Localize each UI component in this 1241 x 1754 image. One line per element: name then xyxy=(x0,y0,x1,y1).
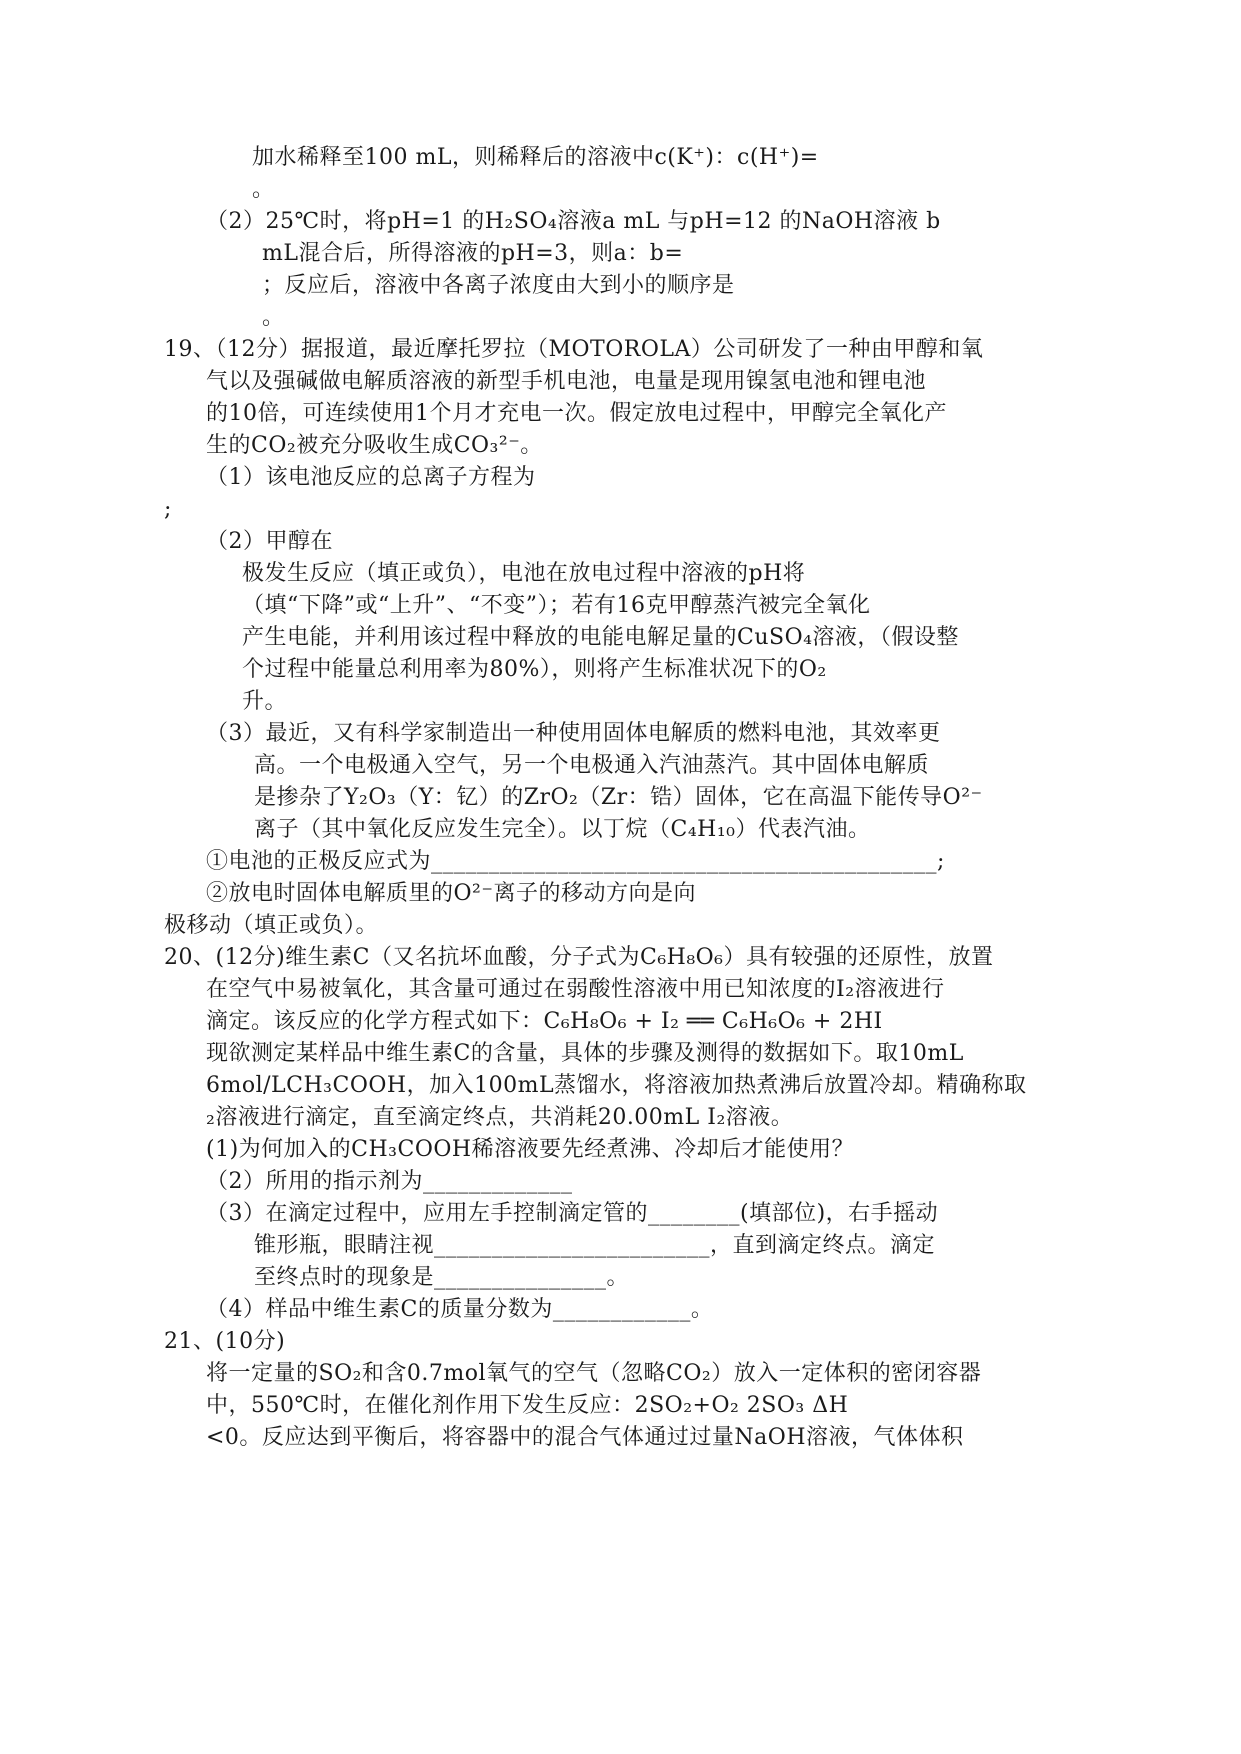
text-line: ₂溶液进行滴定，直至滴定终点，共消耗20.00mL I₂溶液。 xyxy=(206,1105,794,1130)
text-line: ②放电时固体电解质里的O²⁻离子的移动方向是向 xyxy=(206,881,696,906)
text-line: 是掺杂了Y₂O₃（Y：钇）的ZrO₂（Zr：锆）固体，它在高温下能传导O²⁻ xyxy=(254,785,983,810)
text-line: 的10倍，可连续使用1个月才充电一次。假定放电过程中，甲醇完全氧化产 xyxy=(206,401,947,426)
text-line: 锥形瓶，眼睛注视________________________，直到滴定终点。滴定 xyxy=(254,1233,936,1258)
text-line: 现欲测定某样品中维生素C的含量，具体的步骤及测得的数据如下。取10mL xyxy=(206,1041,964,1066)
text-line: 。 xyxy=(262,305,285,330)
text-line: 高。一个电极通入空气，另一个电极通入汽油蒸汽。其中固体电解质 xyxy=(254,753,930,778)
text-line: （填“下降”或“上升”、“不变”）；若有16克甲醇蒸汽被完全氧化 xyxy=(242,593,871,618)
text-line: 升。 xyxy=(242,689,288,714)
text-line: （3）最近，又有科学家制造出一种使用固体电解质的燃料电池，其效率更 xyxy=(206,721,941,746)
text-line: 在空气中易被氧化，其含量可通过在弱酸性溶液中用已知浓度的I₂溶液进行 xyxy=(206,977,945,1002)
text-line: 滴定。该反应的化学方程式如下：C₆H₈O₆ + I₂ ══ C₆H₆O₆ + 2HI xyxy=(206,1009,883,1034)
text-line: 将一定量的SO₂和含0.7mol氧气的空气（忽略CO₂）放入一定体积的密闭容器 xyxy=(206,1361,982,1386)
text-line: (1)为何加入的CH₃COOH稀溶液要先经煮沸、冷却后才能使用？ xyxy=(206,1137,855,1162)
text-line: 极移动（填正或负）。 xyxy=(164,913,379,938)
text-line: 产生电能，并利用该过程中释放的电能电解足量的CuSO₄溶液，（假设整 xyxy=(242,625,959,650)
text-line: 气以及强碱做电解质溶液的新型手机电池，电量是现用镍氢电池和锂电池 xyxy=(206,369,927,394)
text-line: 个过程中能量总利用率为80%），则将产生标准状况下的O₂ xyxy=(242,657,827,682)
text-line: 生的CO₂被充分吸收生成CO₃²⁻。 xyxy=(206,433,543,458)
text-line: （3）在滴定过程中，应用左手控制滴定管的________(填部位)，右手摇动 xyxy=(206,1201,939,1226)
text-line: 中，550℃时，在催化剂作用下发生反应：2SO₂+O₂ 2SO₃ ΔH xyxy=(206,1393,849,1418)
text-line: 加水稀释至100 mL，则稀释后的溶液中c(K⁺)：c(H⁺)= xyxy=(252,145,819,170)
text-line: 。 xyxy=(252,177,275,202)
text-line: （1）该电池反应的总离子方程为 xyxy=(206,465,536,490)
question-19-heading: 19、（12分）据报道，最近摩托罗拉（MOTOROLA）公司研发了一种由甲醇和氧 xyxy=(164,337,984,362)
text-line: 6mol/LCH₃COOH，加入100mL蒸馏水，将溶液加热煮沸后放置冷却。精确称取 xyxy=(206,1073,1027,1098)
text-line: 极发生反应（填正或负），电池在放电过程中溶液的pH将 xyxy=(242,561,806,586)
question-20-heading: 20、(12分)维生素C（又名抗坏血酸，分子式为C₆H₈O₆）具有较强的还原性，放置 xyxy=(164,945,994,970)
text-line: 离子（其中氧化反应发生完全）。以丁烷（C₄H₁₀）代表汽油。 xyxy=(254,817,871,842)
text-line: ；反应后，溶液中各离子浓度由大到小的顺序是 xyxy=(262,273,735,298)
text-line: 至终点时的现象是_______________。 xyxy=(254,1265,630,1290)
question-21-heading: 21、(10分) xyxy=(164,1329,286,1354)
text-line: mL混合后，所得溶液的pH=3，则a：b= xyxy=(262,241,684,266)
text-line: （2）甲醇在 xyxy=(206,529,333,554)
text-line: <0。反应达到平衡后，将容器中的混合气体通过过量NaOH溶液，气体体积 xyxy=(206,1425,964,1450)
text-line: （4）样品中维生素C的质量分数为____________。 xyxy=(206,1297,714,1322)
text-line: （2）所用的指示剂为_____________ xyxy=(206,1169,573,1194)
text-line: ①电池的正极反应式为____________________________________________; xyxy=(206,849,945,874)
text-line: （2）25℃时，将pH=1 的H₂SO₄溶液a mL 与pH=12 的NaOH溶液 b xyxy=(206,209,941,234)
text-line: ; xyxy=(164,497,172,522)
